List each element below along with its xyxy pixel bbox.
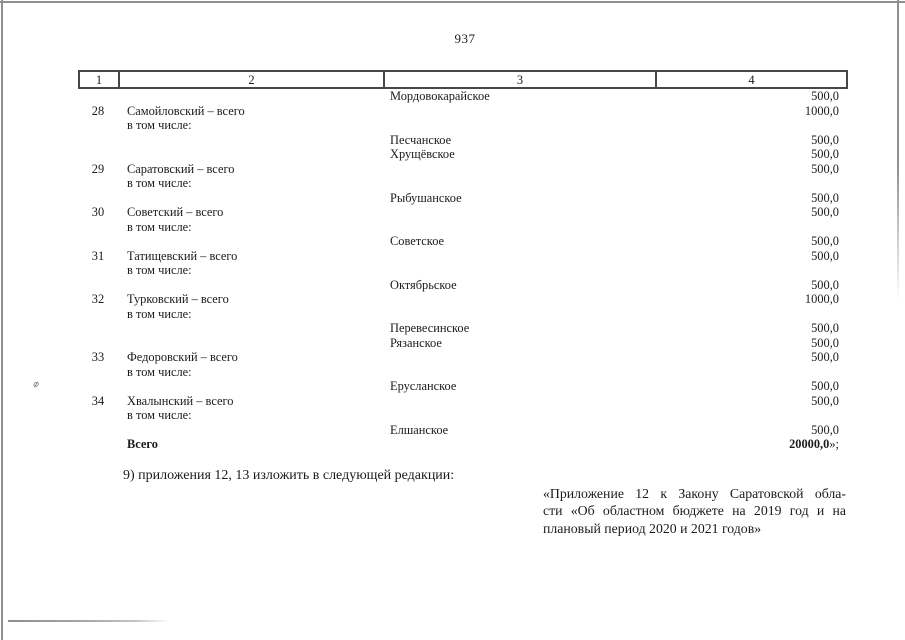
district-cell — [118, 336, 383, 351]
amount-cell: 500,0 — [811, 393, 839, 408]
amount-cell: 500,0 — [811, 161, 839, 176]
table-row — [78, 379, 848, 394]
row-number — [78, 263, 118, 278]
row-number: 30 — [91, 205, 105, 219]
district-cell — [118, 321, 383, 336]
row-number — [78, 147, 118, 162]
settlement-cell — [383, 365, 655, 380]
amount-cell — [655, 176, 848, 191]
annex-reference-line: плановый период 2020 и 2021 годов» — [543, 520, 762, 536]
scan-edge-right — [897, 0, 899, 300]
settlement-cell: Советское — [390, 234, 445, 248]
table-header-col3: 3 — [383, 72, 655, 87]
district-cell — [118, 191, 383, 206]
district-cell: Федоровский – всего — [127, 350, 238, 364]
table-row — [78, 408, 848, 423]
settlement-cell — [383, 162, 655, 177]
amount-cell: 500,0 — [811, 89, 839, 103]
district-cell — [118, 379, 383, 394]
district-cell: Советский – всего — [127, 205, 224, 219]
table-row — [78, 321, 848, 336]
amount-cell: 500,0 — [811, 205, 839, 219]
row-number — [78, 220, 118, 235]
amount-cell — [655, 220, 848, 235]
amount-cell: 500,0 — [811, 190, 839, 205]
amount-cell: 500,0 — [811, 248, 839, 263]
settlement-cell: Мордовокарайское — [390, 89, 490, 103]
row-number — [78, 89, 118, 104]
district-cell: в том числе: — [127, 219, 192, 234]
district-cell: в том числе: — [127, 176, 192, 190]
table-row — [78, 350, 848, 365]
row-number — [78, 365, 118, 380]
settlement-cell: Елшанское — [390, 422, 449, 437]
district-cell: Всего — [127, 437, 158, 451]
settlement-cell: Ерусланское — [390, 379, 457, 393]
table-row — [78, 220, 848, 235]
table-row — [78, 162, 848, 177]
row-number: 29 — [91, 161, 105, 176]
settlement-cell: Хрущёвское — [390, 147, 455, 161]
district-cell — [118, 234, 383, 249]
district-cell — [118, 89, 383, 104]
table-row — [78, 394, 848, 409]
district-cell — [118, 423, 383, 438]
table-row — [78, 176, 848, 191]
settlement-cell — [383, 176, 655, 191]
table-row — [78, 278, 848, 293]
table-row — [78, 147, 848, 162]
table-row — [78, 191, 848, 206]
table-row — [78, 437, 848, 452]
settlement-cell — [383, 104, 655, 119]
amount-cell: 1000,0 — [804, 103, 839, 118]
amount-cell: 500,0 — [811, 234, 839, 248]
amount-cell — [655, 365, 848, 380]
settlement-cell: Рыбушанское — [390, 190, 462, 205]
row-number — [78, 336, 118, 351]
settlement-cell — [383, 394, 655, 409]
row-number — [78, 307, 118, 322]
table-header-col1: 1 — [95, 72, 103, 87]
district-cell: в том числе: — [127, 306, 192, 321]
settlement-cell — [383, 408, 655, 423]
table-row — [78, 336, 848, 351]
row-number: 31 — [91, 248, 105, 263]
row-number: 28 — [91, 103, 105, 118]
district-cell — [118, 278, 383, 293]
row-number — [78, 234, 118, 249]
settlement-cell: Перевесинское — [390, 321, 470, 335]
amount-cell — [655, 263, 848, 278]
district-cell: Саратовский – всего — [127, 161, 235, 176]
amount-cell: 1000,0 — [804, 292, 839, 306]
row-number — [78, 423, 118, 438]
table-row — [78, 307, 848, 322]
table-row — [78, 365, 848, 380]
settlement-cell — [383, 437, 655, 452]
scan-edge-left — [1, 0, 3, 640]
settlement-cell: Рязанское — [390, 335, 442, 350]
amount-cell: 20000,0»; — [789, 437, 839, 451]
row-number — [78, 133, 118, 148]
row-number — [78, 379, 118, 394]
table-row — [78, 234, 848, 249]
amount-cell — [655, 307, 848, 322]
table-row — [78, 263, 848, 278]
row-number — [78, 437, 118, 452]
district-cell: Самойловский – всего — [127, 103, 245, 118]
settlement-cell — [383, 220, 655, 235]
settlement-cell — [383, 307, 655, 322]
row-number: 34 — [91, 393, 105, 408]
amount-suffix: »; — [829, 437, 839, 451]
page-number: 937 — [454, 31, 476, 46]
district-cell — [118, 147, 383, 162]
table-row — [78, 104, 848, 119]
settlement-cell — [383, 205, 655, 220]
scan-edge-top — [0, 1, 905, 3]
annex-reference — [543, 485, 846, 537]
settlement-cell — [383, 249, 655, 264]
table-body — [78, 89, 848, 452]
table-row — [78, 292, 848, 307]
row-number: 32 — [91, 292, 105, 306]
table-row — [78, 133, 848, 148]
amount-cell: 500,0 — [811, 132, 839, 147]
table-row — [78, 249, 848, 264]
settlement-cell: Октябрьское — [390, 277, 457, 292]
scan-artifact-line — [8, 620, 170, 622]
annex-reference-line: «Приложение 12 к Закону Саратовской обла- — [543, 486, 846, 501]
district-cell: Турковский – всего — [127, 292, 229, 306]
table-row — [78, 89, 848, 104]
amendment-clause: 9) приложения 12, 13 изложить в следующей редакции: — [123, 468, 455, 483]
amount-cell: 500,0 — [811, 277, 839, 292]
table-row — [78, 118, 848, 133]
table-row — [78, 423, 848, 438]
settlement-cell: Песчанское — [390, 132, 452, 147]
settlement-cell — [383, 292, 655, 307]
row-number — [78, 278, 118, 293]
row-number — [78, 191, 118, 206]
amount-cell: 500,0 — [811, 147, 839, 161]
settlement-cell — [383, 263, 655, 278]
district-cell: Татищевский – всего — [127, 248, 238, 263]
pen-mark-artifact: ⌀ — [31, 379, 41, 390]
settlement-cell — [383, 350, 655, 365]
amount-cell — [655, 408, 848, 423]
settlement-cell — [383, 118, 655, 133]
annex-reference-line: сти «Об областном бюджете на 2019 год и на — [543, 503, 846, 519]
amount-cell: 500,0 — [811, 350, 839, 364]
row-number — [78, 321, 118, 336]
district-cell: в том числе: — [127, 263, 192, 277]
district-cell: в том числе: — [127, 364, 192, 379]
table-header-row — [78, 70, 848, 89]
row-number — [78, 408, 118, 423]
table-header-col2: 2 — [118, 72, 383, 87]
row-number — [78, 118, 118, 133]
amount-cell: 500,0 — [811, 335, 839, 350]
district-cell: в том числе: — [127, 408, 192, 422]
district-cell: Хвалынский – всего — [127, 393, 234, 408]
row-number — [78, 176, 118, 191]
amount-cell — [655, 118, 848, 133]
table-header-col4: 4 — [655, 72, 846, 87]
row-number: 33 — [91, 350, 105, 364]
table-row — [78, 205, 848, 220]
district-cell — [118, 133, 383, 148]
district-cell: в том числе: — [127, 118, 192, 132]
amount-cell: 500,0 — [811, 379, 839, 393]
amount-cell: 500,0 — [811, 321, 839, 335]
amount-cell: 500,0 — [811, 422, 839, 437]
